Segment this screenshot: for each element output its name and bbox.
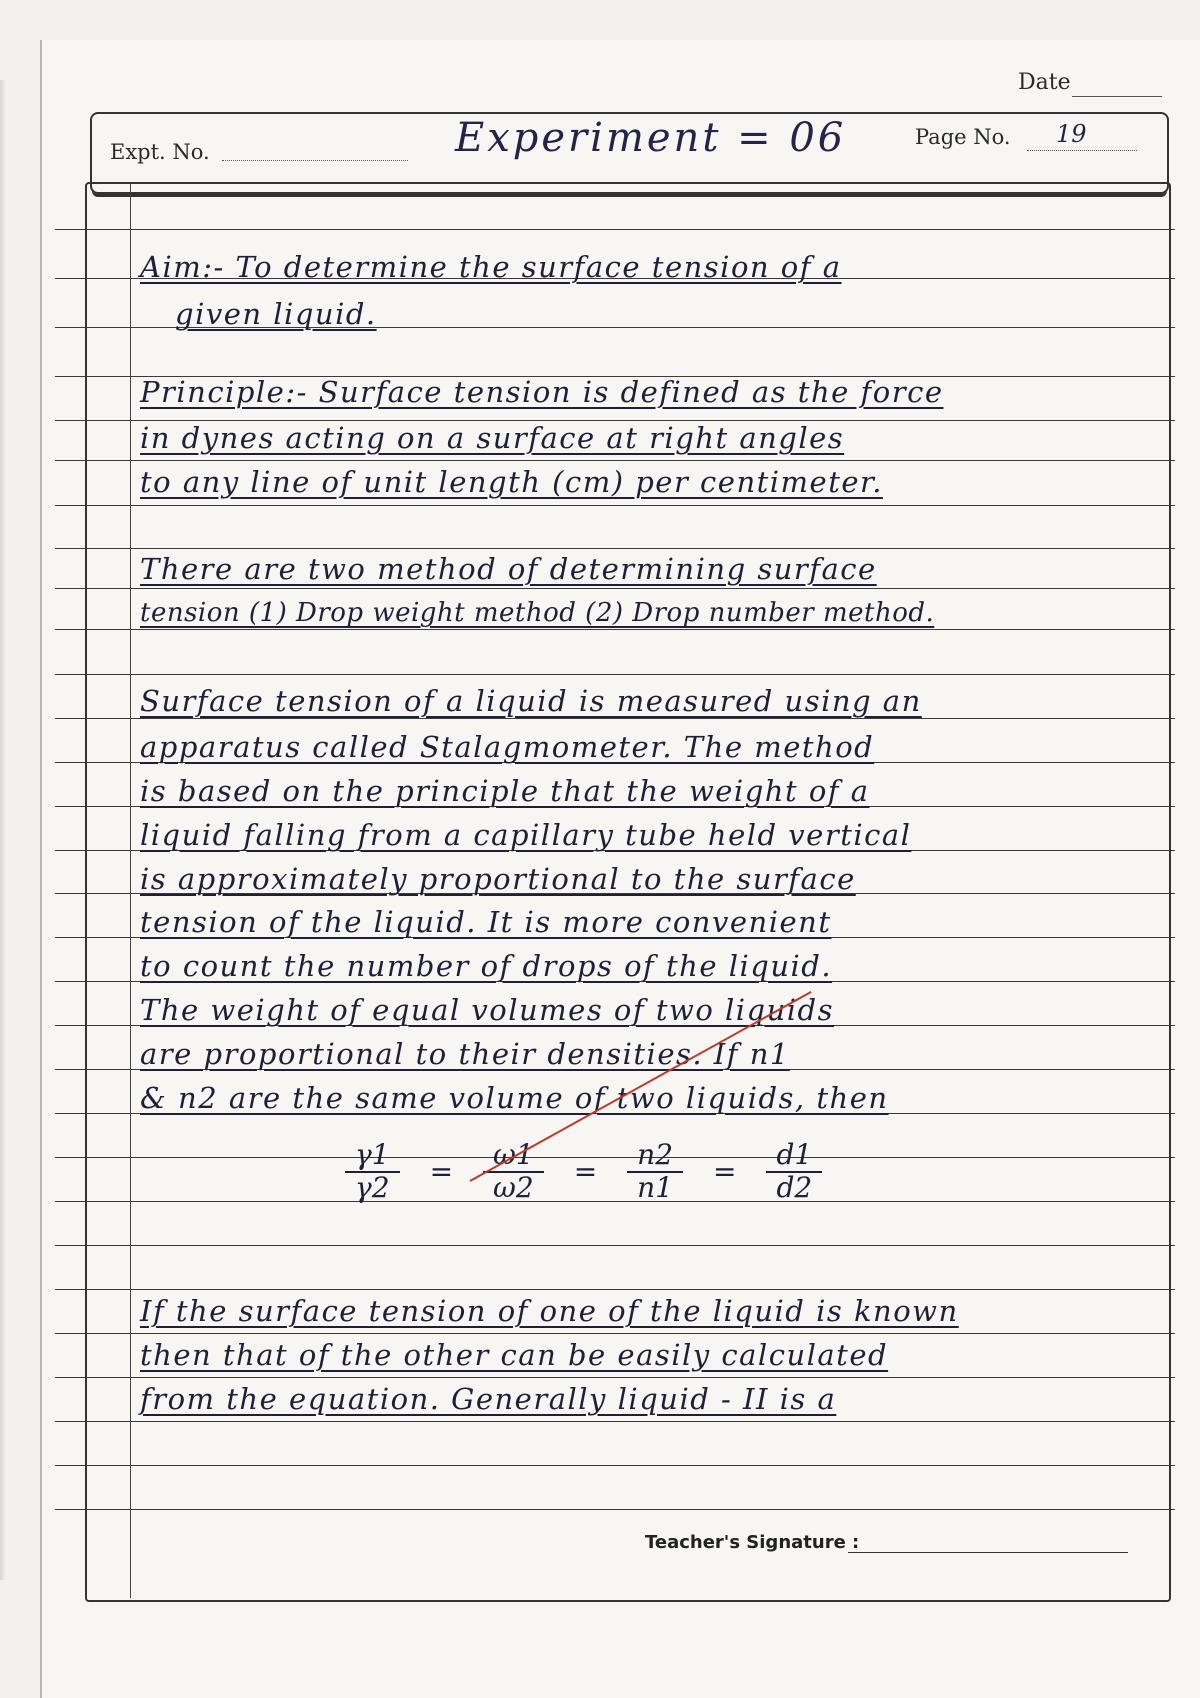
ruled-line <box>55 229 1175 230</box>
ruled-line <box>55 460 1175 461</box>
formula-d1: d1 <box>766 1140 822 1173</box>
surface-tension-line-4: liquid falling from a capillary tube held vertical <box>140 818 912 852</box>
ruled-line <box>55 505 1175 506</box>
formula-d2: d2 <box>776 1170 813 1204</box>
ruled-line <box>55 674 1175 675</box>
ruled-line <box>55 588 1175 589</box>
ruled-line <box>55 1245 1175 1246</box>
date-label: Date <box>1018 70 1071 95</box>
surface-tension-line-2: apparatus called Stalagmometer. The method <box>140 730 875 764</box>
formula-t2: γ2 <box>355 1170 390 1204</box>
margin-line <box>130 184 131 1598</box>
conclusion-line-1: If the surface tension of one of the liquid is known <box>140 1294 959 1328</box>
page-no-value: 19 <box>1056 120 1087 148</box>
methods-line-1: There are two method of determining surface <box>140 552 877 586</box>
ruled-line <box>55 1509 1175 1510</box>
ruled-line <box>55 629 1175 630</box>
ruled-line <box>55 1377 1175 1378</box>
formula-equals: = <box>429 1155 454 1189</box>
aim-line-1: Aim:- To determine the surface tension of a <box>140 250 842 284</box>
page-no-field-line <box>1027 150 1137 151</box>
principle-line-3: to any line of unit length (cm) per centimeter. <box>140 465 883 499</box>
surface-tension-line-3: is based on the principle that the weight of a <box>140 774 870 808</box>
principle-line-1: Principle:- Surface tension is defined as the force <box>140 375 944 409</box>
formula-w1: ω1 <box>483 1140 544 1173</box>
date-field-line <box>1072 96 1162 97</box>
expt-no-label: Expt. No. <box>110 140 210 164</box>
fraction-gamma <box>345 1140 400 1204</box>
methods-line-2: tension (1) Drop weight method (2) Drop number method. <box>140 598 935 628</box>
ruled-line <box>55 1421 1175 1422</box>
ruled-line <box>55 548 1175 549</box>
teacher-signature-label: Teacher's Signature : <box>645 1532 860 1553</box>
fraction-density <box>766 1140 822 1204</box>
aim-line-2: given liquid. <box>175 297 377 331</box>
experiment-title: Experiment = 06 <box>455 115 847 161</box>
formula-w2: ω2 <box>493 1170 534 1204</box>
surface-tension-line-5: is approximately proportional to the surface <box>140 862 856 896</box>
teacher-signature-line <box>848 1552 1128 1553</box>
surface-tension-line-7: to count the number of drops of the liquid. <box>140 949 833 983</box>
formula-t1: γ1 <box>345 1140 400 1173</box>
expt-no-field-line <box>222 160 408 161</box>
surface-tension-line-10: & n2 are the same volume of two liquids, then <box>140 1081 889 1115</box>
surface-tension-line-9: are proportional to their densities. If n1 <box>140 1037 790 1071</box>
surface-tension-line-8: The weight of equal volumes of two liquids <box>140 993 835 1027</box>
page-edge-shadow <box>0 80 6 1580</box>
ruled-line <box>55 1289 1175 1290</box>
conclusion-line-3: from the equation. Generally liquid - II is a <box>140 1382 837 1416</box>
formula-n1: n1 <box>637 1170 674 1204</box>
surface-tension-line-1: Surface tension of a liquid is measured using an <box>140 684 922 718</box>
fraction-drops <box>627 1140 683 1204</box>
surface-tension-line-6: tension of the liquid. It is more convenient <box>140 905 832 939</box>
principle-line-2: in dynes acting on a surface at right angles <box>140 421 845 455</box>
formula-n2: n2 <box>627 1140 683 1173</box>
ruled-line <box>55 718 1175 719</box>
ruled-line <box>55 1333 1175 1334</box>
page-no-label: Page No. <box>915 125 1011 149</box>
ratio-formula <box>345 1140 822 1204</box>
formula-equals: = <box>713 1155 737 1189</box>
conclusion-line-2: then that of the other can be easily calculated <box>140 1338 889 1372</box>
ruled-line <box>55 1465 1175 1466</box>
fraction-weight <box>483 1140 544 1204</box>
formula-equals: = <box>573 1155 598 1189</box>
